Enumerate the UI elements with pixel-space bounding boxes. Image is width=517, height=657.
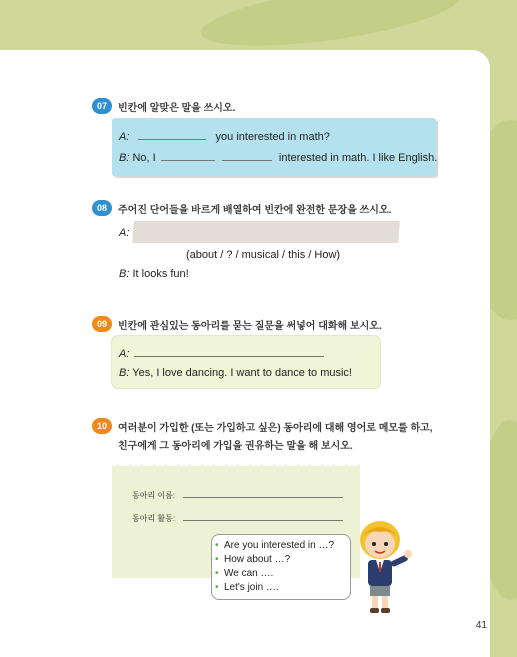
tip-item: • Are you interested in …? [224,539,350,553]
memo-blank[interactable] [183,487,343,498]
dialogue-line-b [119,268,189,280]
question-08-header [92,200,391,216]
memo-blank[interactable] [183,510,343,521]
dialogue-line-a [119,346,324,360]
answer-blank[interactable] [161,150,215,161]
speaker-label: A: [119,131,130,143]
dialogue-line-b [119,367,352,379]
dialogue-text: Yes, I love dancing. I want to dance to music! [132,367,352,379]
question-number-badge: 09 [92,316,112,332]
tip-item: • How about …? [224,553,350,567]
student-character-illustration [350,518,420,618]
question-instruction-line2 [118,437,353,452]
question-instruction: 여러분이 가입한 (또는 가입하고 싶은) 동아리에 대해 영어로 메모를 하고, [118,422,433,434]
speaker-label: B: [119,367,130,379]
question-instruction: 친구에게 그 동아리에 가입을 권유하는 말을 해 보시오. [118,441,353,452]
memo-field-club-activity [132,510,343,524]
tip-item: • Let's join …. [224,581,350,595]
question-09-header [92,316,382,332]
question-instruction: 빈칸에 관심있는 동아리를 묻는 질문을 써넣어 대화해 보시오. [118,320,382,332]
memo-label: 동아리 이름: [132,491,176,500]
dialogue-text: It looks fun! [132,268,189,280]
speaker-label: B: [119,268,130,280]
question-number-badge: 10 [92,418,112,434]
dialogue-text: No, I [132,152,156,164]
memo-label: 동아리 활동: [132,514,176,523]
answer-blank[interactable] [134,346,324,357]
question-07-header [92,98,235,114]
question-10-header [92,418,433,434]
dialogue-line-a [119,227,129,239]
speaker-label: A: [119,227,130,239]
answer-strip[interactable] [132,221,400,243]
dialogue-text: interested in math. I like English. [278,152,438,164]
dialogue-line-a [119,129,330,143]
dialogue-box-09 [112,336,380,388]
dialogue-box-07 [112,118,436,176]
answer-blank[interactable] [222,150,272,161]
question-number-badge: 07 [92,98,112,114]
tip-item: • We can …. [224,567,350,581]
question-number-badge: 08 [92,200,112,216]
question-instruction: 주어진 단어들을 바르게 배열하여 빈칸에 완전한 문장을 쓰시오. [118,204,392,216]
answer-blank[interactable] [138,129,206,140]
speaker-label: A: [119,348,130,360]
question-instruction: 빈칸에 알맞은 말을 쓰시오. [118,102,236,114]
dialogue-line-b [119,150,437,164]
memo-field-club-name [132,487,343,501]
dialogue-text: you interested in math? [215,131,330,143]
tip-speech-bubble [211,534,351,600]
speaker-label: B: [119,152,130,164]
page-number: 41 [475,620,487,631]
word-bank: (about / ? / musical / this / How) [186,249,341,261]
